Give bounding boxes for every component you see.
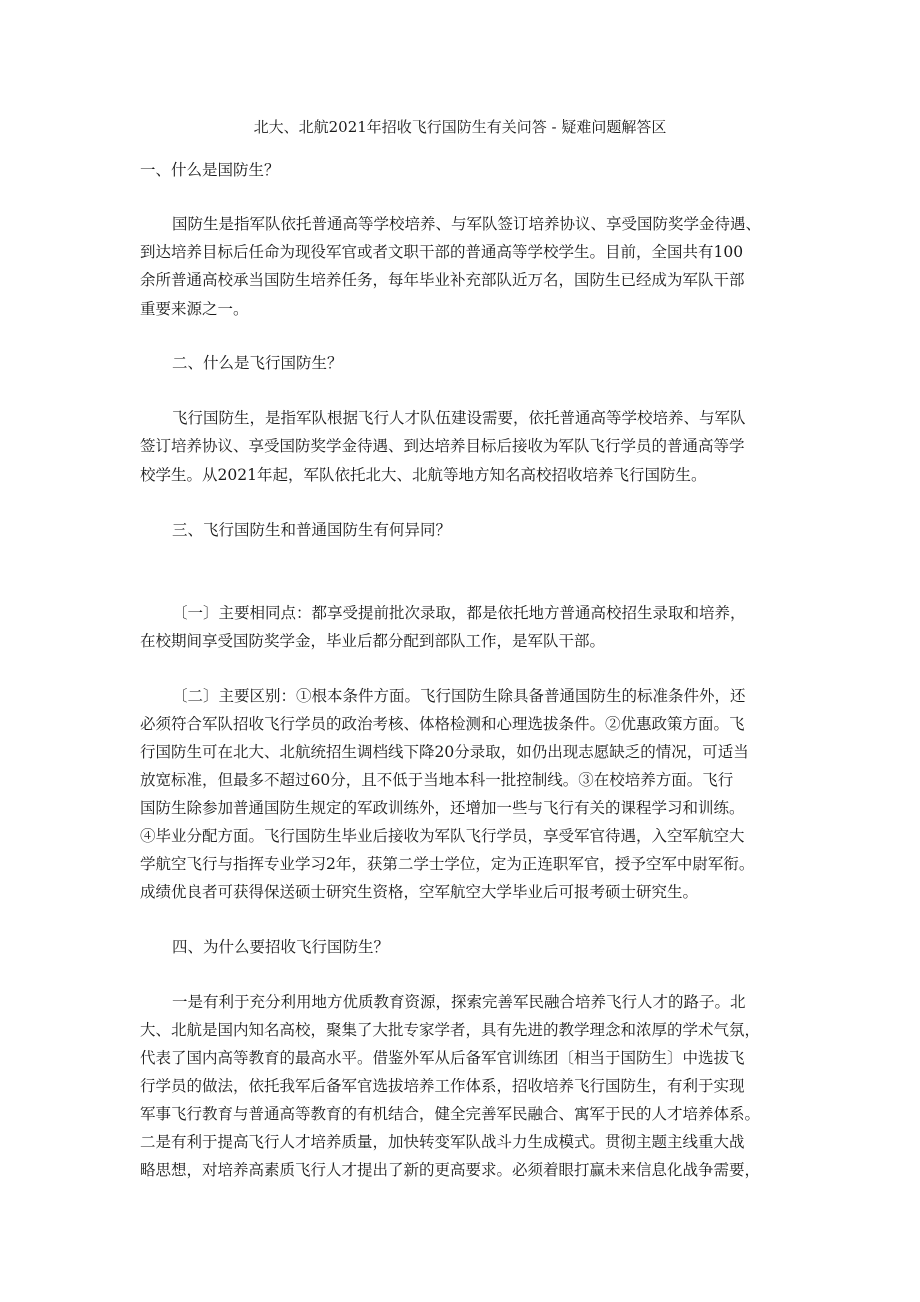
text-line: 〔一〕主要相同点：都享受提前批次录取，都是依托地方普通高校招生录取和培养， — [172, 604, 746, 622]
text-line: 签订培养协议、享受国防奖学金待遇、到达培养目标后接收为军队飞行学员的普通高等学 — [140, 437, 745, 455]
text-line: 略思想，对培养高素质飞行人才提出了新的更高要求。必须着眼打赢未来信息化战争需要， — [140, 1161, 761, 1179]
text-line: 必须符合军队招收飞行学员的政治考核、体格检测和心理选拔条件。②优惠政策方面。飞 — [140, 715, 745, 733]
text-line: 一是有利于充分利用地方优质教育资源，探索完善军民融合培养飞行人才的路子。北 — [172, 993, 746, 1011]
text-line: 国防生是指军队依托普通高等学校培养、与军队签订培养协议、享受国防奖学金待遇、 — [172, 215, 762, 233]
text-line: 成绩优良者可获得保送硕士研究生资格，空军航空大学毕业后可报考硕士研究生。 — [140, 883, 699, 901]
text-line: 学航空飞行与指挥专业学习2年，获第二学士学位，定为正连职军官，授予空军中尉军衔。 — [140, 855, 755, 873]
text-line: ④毕业分配方面。飞行国防生毕业后接收为军队飞行学员，享受军官待遇，入空军航空大 — [140, 827, 745, 845]
text-line: 飞行国防生，是指军队根据飞行人才队伍建设需要，依托普通高等学校培养、与军队 — [172, 409, 746, 427]
heading-3: 三、飞行国防生和普通国防生有何异同？ — [172, 521, 452, 539]
text-line: 代表了国内高等教育的最高水平。借鉴外军从后备军官训练团〔相当于国防生〕中选拔飞 — [140, 1049, 745, 1067]
text-line: 二是有利于提高飞行人才培养质量，加快转变军队战斗力生成模式。贯彻主题主线重大战 — [140, 1133, 745, 1151]
document-title: 北大、北航2021年招收飞行国防生有关问答 - 疑难问题解答区 — [253, 118, 667, 136]
text-line: 大、北航是国内知名高校，聚集了大批专家学者，具有先进的教学理念和浓厚的学术气氛， — [140, 1021, 761, 1039]
heading-1: 一、什么是国防生？ — [140, 161, 280, 179]
text-line: 在校期间享受国防奖学金，毕业后都分配到部队工作，是军队干部。 — [140, 632, 606, 650]
text-line: 校学生。从2021年起，军队依托北大、北航等地方知名高校招收培养飞行国防生。 — [140, 466, 707, 484]
text-line: 〔二〕主要区别：①根本条件方面。飞行国防生除具备普通国防生的标准条件外，还 — [172, 687, 746, 705]
heading-4: 四、为什么要招收飞行国防生？ — [172, 938, 390, 956]
text-line: 余所普通高校承当国防生培养任务，每年毕业补充部队近万名，国防生已经成为军队干部 — [140, 271, 745, 289]
text-line: 行国防生可在北大、北航统招生调档线下降20分录取，如仍出现志愿缺乏的情况，可适当 — [140, 743, 749, 761]
text-line: 国防生除参加普通国防生规定的军政训练外，还增加一些与飞行有关的课程学习和训练。 — [140, 799, 745, 817]
text-line: 到达培养目标后任命为现役军官或者文职干部的普通高等学校学生。目前，全国共有100 — [140, 243, 744, 261]
text-line: 放宽标准，但最多不超过60分，且不低于当地本科一批控制线。③在校培养方面。飞行 — [140, 771, 734, 789]
heading-2: 二、什么是飞行国防生？ — [172, 354, 343, 372]
text-line: 重要来源之一。 — [140, 300, 249, 318]
text-line: 行学员的做法，依托我军后备军官选拔培养工作体系，招收培养飞行国防生，有利于实现 — [140, 1077, 745, 1095]
text-line: 军事飞行教育与普通高等教育的有机结合，健全完善军民融合、寓军于民的人才培养体系。 — [140, 1105, 761, 1123]
